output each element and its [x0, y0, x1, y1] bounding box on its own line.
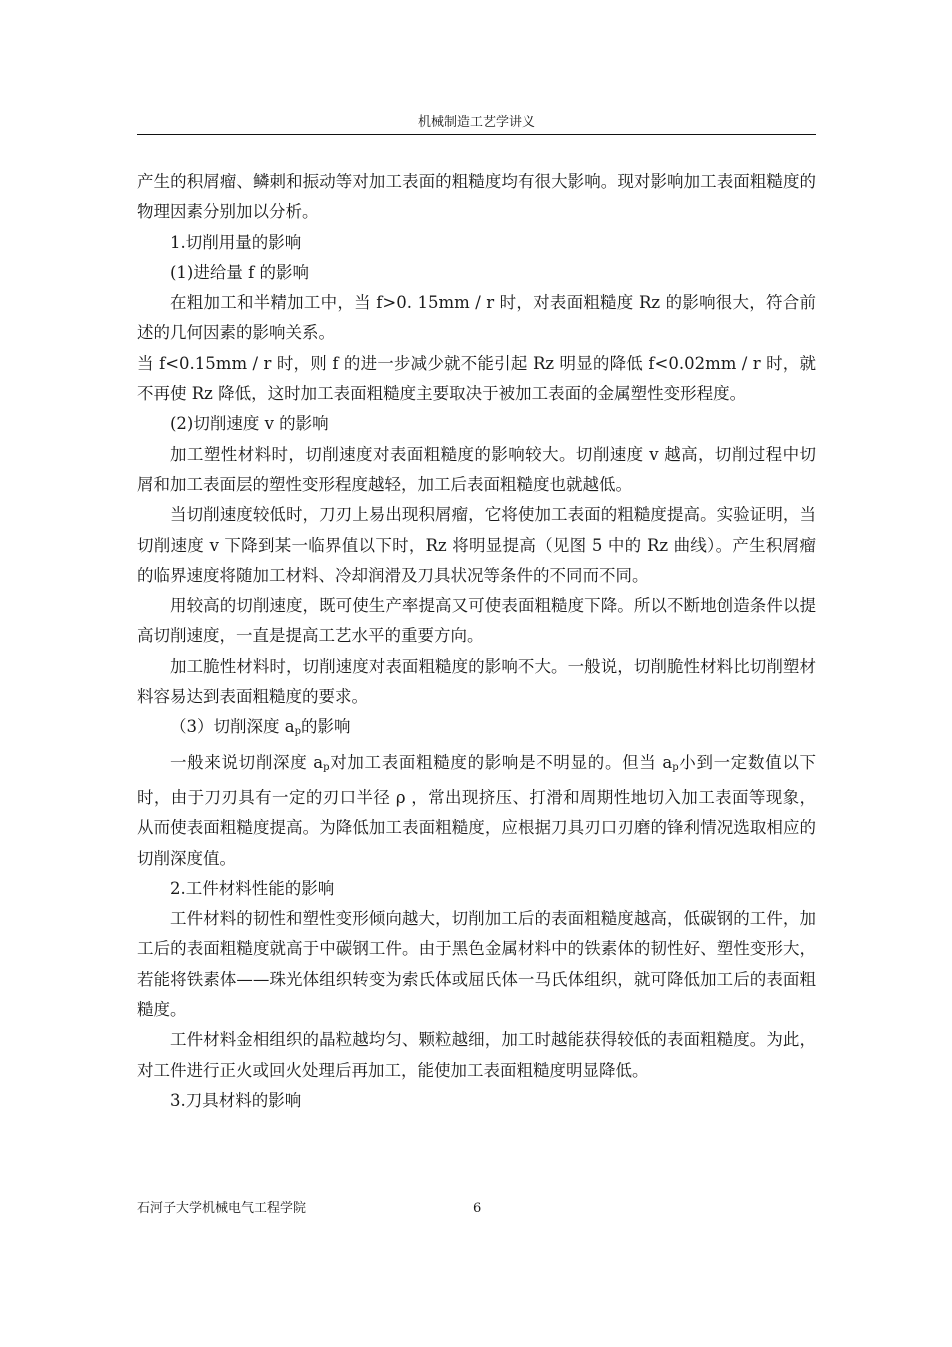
paragraph: 当 f<0.15mm / r 时，则 f 的进一步减少就不能引起 Rz 明显的降低 f<0.02mm / r 时，就不再使 Rz 降低，这时加工表面粗糙度主要取决于被加工表面的金属塑性变形程度。 — [137, 353, 816, 404]
subsection-heading — [137, 712, 816, 747]
subscript: p — [294, 726, 301, 738]
page-number: 6 — [473, 1201, 482, 1216]
paragraph: 用较高的切削速度，既可使生产率提高又可使表面粗糙度下降。所以不断地创造条件以提高切削速度，一直是提高工艺水平的重要方向。 — [137, 596, 816, 646]
header-divider — [137, 134, 816, 135]
paragraph: 工件材料的韧性和塑性变形倾向越大，切削加工后的表面粗糙度越高，低碳钢的工件，加工后的表面粗糙度就高于中碳钢工件。由于黑色金属材料中的铁素体的韧性好、塑性变形大，若能将铁素体——珠光体组织转变为索氏体或屈氏体一马氏体组织，就可降低加工后的表面粗糙度。 — [137, 909, 816, 1020]
subsection-heading: (2)切削速度 v 的影响 — [170, 414, 329, 434]
section-heading: 1.切削用量的影响 — [170, 232, 302, 252]
section-heading: 2.工件材料性能的影响 — [170, 878, 335, 898]
subscript: p — [672, 761, 679, 773]
paragraph-text: 一般来说切削深度 a — [170, 752, 324, 772]
subscript: p — [323, 761, 330, 773]
paragraph: 加工塑性材料时，切削速度对表面粗糙度的影响较大。切削速度 v 越高，切削过程中切屑和加工表面层的塑性变形程度越轻，加工后表面粗糙度也就越低。 — [137, 444, 816, 494]
paragraph: 当切削速度较低时，刀刃上易出现积屑瘤，它将使加工表面的粗糙度提高。实验证明，当切削速度 v 下降到某一临界值以下时，Rz 将明显提高（见图 5 中的 Rz 曲线）。产生积屑瘤的临界速度将随加工材料、冷却润滑及刀具状况等条件的不同而不同。 — [137, 505, 816, 585]
section-heading: 3.刀具材料的影响 — [170, 1090, 302, 1110]
heading-text: 的影响 — [301, 717, 351, 737]
paragraph: 产生的积屑瘤、鳞刺和振动等对加工表面的粗糙度均有很大影响。现对影响加工表面粗糙度的物理因素分别加以分析。 — [137, 172, 816, 222]
paragraph — [137, 748, 816, 874]
paragraph: 工件材料金相组织的晶粒越均匀、颗粒越细，加工时越能获得较低的表面粗糙度。为此，对工件进行正火或回火处理后再加工，能使加工表面粗糙度明显降低。 — [137, 1030, 816, 1080]
running-header: 机械制造工艺学讲义 — [417, 115, 535, 130]
paragraph-text: 对加工表面粗糙度的影响是不明显的。但当 a — [329, 752, 673, 772]
paragraph-text: 小到一定数值以下时，由于刀刃具有一定的刃口半径 ρ ，常出现挤压、打滑和周期性地切入加工表面等现象，从而使表面粗糙度提高。为降低加工表面粗糙度，应根据刀具刃口刃磨的锋利情况选取相应的切削深度值。 — [137, 752, 816, 868]
paragraph: 在粗加工和半精加工中，当 f>0. 15mm / r 时，对表面粗糙度 Rz 的影响很大，符合前述的几何因素的影响关系。 — [137, 293, 816, 343]
footer-institution: 石河子大学机械电气工程学院 — [137, 1201, 307, 1216]
subsection-heading: (1)进给量 f 的影响 — [170, 262, 309, 282]
heading-text: （3）切削深度 a — [170, 717, 295, 737]
paragraph: 加工脆性材料时，切削速度对表面粗糙度的影响不大。一般说，切削脆性材料比切削塑材料容易达到表面粗糙度的要求。 — [137, 656, 816, 707]
body-text — [137, 167, 816, 1116]
